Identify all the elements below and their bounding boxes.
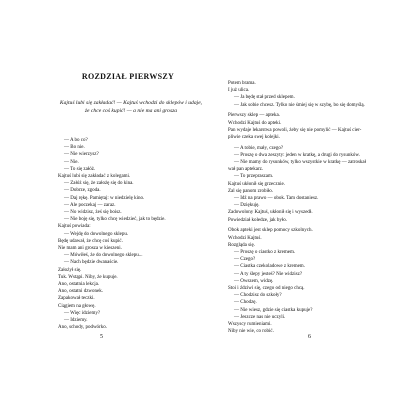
text-line: — Nach będzie dwanaście.: [64, 260, 119, 266]
text-line: — Daj rękę. Pamiętaj: w niedzielę kino.: [64, 195, 145, 201]
text-line: — Owszem, widzę.: [234, 278, 274, 284]
text-line: Obok apteki jest sklep pomocy szkolnych.: [228, 228, 313, 234]
text-line: Kajtuś ukłonił się grzecznie.: [228, 181, 285, 187]
text-line: — Proszę o dwa zeszyty: jeden w kratkę, a drugi do rysunków.: [234, 152, 360, 158]
text-line: Wchodzi Kajtuś.: [228, 235, 262, 241]
text-line: Założył się.: [58, 267, 82, 273]
text-line: pliwie czeka swej kolejki.: [228, 134, 280, 140]
text-line: — Bo nie.: [64, 145, 85, 151]
intro-line: Kajtuś lubi się zakładać! — Kajtuś wchodzi do sklepów i udaje,: [59, 100, 203, 106]
text-line: — Nie wiesz, gdzie się ciastka kupuje?: [234, 307, 313, 313]
page-number: 6: [308, 334, 311, 340]
text-line: Wchodzi Kajtuś do apteki.: [228, 120, 282, 126]
text-line: — Wejdę do dowolnego sklepu.: [64, 231, 129, 237]
text-line: — Dobrze, zgoda.: [64, 188, 101, 194]
text-line: — A ty ślepy jesteś? Nie widzisz?: [234, 271, 303, 277]
text-line: — Ciastka czekoladowe z kremem.: [234, 264, 305, 270]
right-page-text: [228, 80, 404, 335]
text-line: — Chodzę.: [234, 300, 257, 306]
text-line: Kajtuś powiada:: [58, 224, 91, 230]
text-line: Ano, ostatnia lekcja.: [58, 282, 100, 288]
text-line: — To przepraszam.: [234, 174, 274, 180]
text-line: — A tobie, mały, czego?: [234, 145, 284, 151]
text-line: — Jak sobie chcesz. Tylko nie śmiej się w szybę, bo się domyślą.: [234, 102, 365, 108]
text-line: — Nie boję się, tylko chcę wiedzieć, jak to będzie.: [64, 217, 166, 223]
chapter-intro: [58, 99, 204, 115]
text-line: Rozgląda się.: [228, 242, 255, 248]
text-line: — Ale poczekaj — zaraz.: [64, 202, 116, 208]
text-line: — Czego?: [234, 257, 256, 263]
text-line: Potem brama.: [228, 81, 256, 86]
text-line: Zadowolony Kajtuś, ukłonił się i wyszedł.: [228, 210, 313, 216]
text-line: — Proszę o ciastko z kremem.: [234, 249, 296, 255]
text-line: — Idź na prawo — obok. Tam dostaniesz.: [234, 196, 319, 202]
text-line: Pan wydaje lekarstwa powoli, żeby się nie pomylić — Kajtuś cier-: [228, 127, 362, 133]
text-line: I już ulica.: [228, 88, 250, 94]
text-line: Nie mam ani grosza w kieszeni.: [58, 246, 122, 252]
text-line: Ano, ostatni dzwonek.: [58, 289, 103, 295]
text-line: Powiedział koledze, jak było.: [228, 217, 288, 223]
text-line: — Nie mamy do rysunków, tylko wszystkie w kratkę — zatroskał: [234, 160, 367, 166]
intro-line: że chce coś kupić! — a nie ma ani grosza: [84, 108, 178, 114]
chapter-title: ROZDZIAŁ PIERWSZY: [81, 72, 175, 81]
text-line: — Nie wierzysz?: [64, 152, 99, 158]
text-line: — Jeszcze nas nie uczyli.: [234, 314, 286, 320]
text-line: Stoi i ździwi się, czego od niego chcą.: [228, 285, 305, 291]
right-page: [210, 0, 420, 420]
left-page-text: [58, 137, 208, 331]
text-line: Wszyscy rumieniami.: [228, 322, 272, 327]
text-line: — Idziemy.: [64, 318, 88, 324]
text-line: — Dziękuję.: [234, 203, 260, 209]
text-line: — Mówiłeś, że do dowolnego sklepu...: [64, 253, 143, 259]
text-line: Niby nie wie, co robić.: [228, 329, 274, 335]
text-line: wał pan aptekarz.: [228, 167, 264, 173]
text-line: — Chodzisz do szkoły?: [234, 293, 282, 299]
text-line: — To się załóż.: [64, 166, 96, 172]
text-line: Będę udawał, że chcę coś kupić.: [58, 238, 123, 244]
text-line: — Nie.: [64, 159, 79, 165]
text-line: — Więc idziemy?: [64, 310, 101, 316]
text-line: — Załóż się, że założę się do kina.: [64, 181, 134, 187]
text-line: — Ja będę stał przed sklepem.: [234, 95, 295, 101]
page-number: 5: [100, 334, 103, 340]
text-line: — No widzisz, żeś się boisz.: [64, 210, 122, 216]
text-line: Kajtuś lubi się zakładać z kolegami.: [58, 174, 131, 180]
text-line: Zal się panom zrobiło.: [228, 188, 273, 194]
text-line: Ciągiem na głowę.: [58, 303, 96, 309]
text-line: Zapakował teczki.: [58, 296, 95, 302]
text-line: — A bo co?: [64, 138, 88, 143]
text-line: Ano, schody, podwórko.: [58, 325, 107, 331]
text-line: Tuk. Wstąpi. Niby, że kupuje.: [58, 274, 118, 280]
text-line: Pierwszy sklep — apteka.: [228, 113, 280, 119]
